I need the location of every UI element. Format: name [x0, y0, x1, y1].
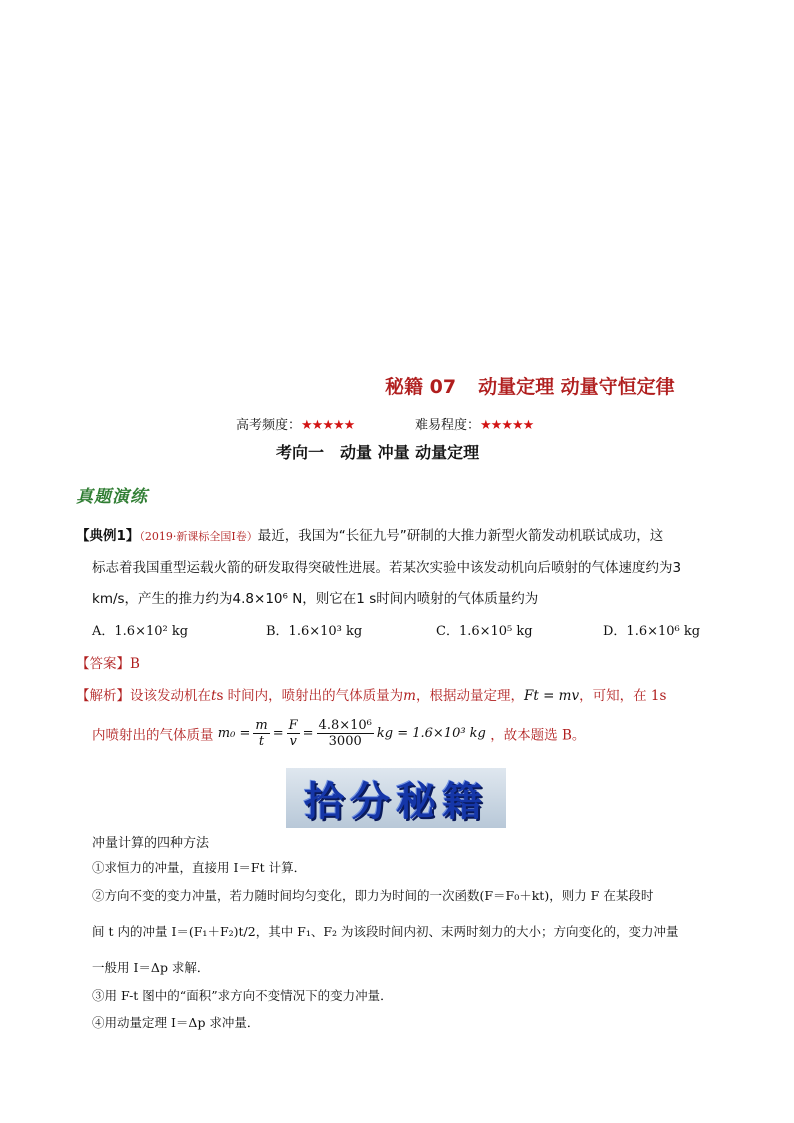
difficulty-stars-icon: ★★★★★: [480, 418, 534, 433]
question-text-1: 最近，我国为“长征九号”研制的大推力新型火箭发动机联试成功，这: [257, 528, 664, 544]
tip-item-1: ①求恒力的冲量，直接用 I＝Ft 计算．: [92, 860, 307, 875]
difficulty-label: 难易程度：: [415, 418, 481, 433]
title-part2: 动量定理 动量守恒定律: [478, 376, 675, 398]
tips-banner-text: 拾分秘籍: [304, 778, 488, 825]
fraction-numerator: m: [255, 718, 268, 733]
fraction-denominator: 3000: [328, 734, 362, 749]
section-subtitle: 考向一 动量 冲量 动量定理: [276, 443, 480, 462]
frequency-label: 高考频度：: [236, 418, 302, 433]
question-line-3: km/s，产生的推力约为4.8×10⁶ N，则它在1 s时间内喷射的气体质量约为: [92, 591, 539, 607]
tip-item-4: ④用动量定理 I＝Δp 求冲量．: [92, 1015, 260, 1030]
analysis-text: ，可知，在 1s: [579, 688, 667, 704]
var-t: t: [211, 688, 217, 704]
analysis-label: 【解析】: [76, 688, 130, 704]
choice-a: A．1.6×10² kg: [92, 624, 189, 639]
analysis-text: 设该发动机在: [130, 688, 211, 704]
tips-banner: [286, 768, 506, 828]
fraction-numeric: [317, 718, 374, 749]
answer-line: [76, 652, 140, 672]
analysis-line-1: [76, 684, 666, 704]
tip-item-2-line-3: 一般用 I＝Δp 求解．: [92, 960, 210, 975]
choice-b: B．1.6×10³ kg: [266, 624, 363, 639]
fraction-numerator: 4.8×10⁶: [318, 718, 372, 733]
tip-item-3: ③用 F-t 图中的“面积”求方向不变情况下的变力冲量．: [92, 988, 393, 1003]
var-m: m: [403, 688, 416, 704]
frequency-stars-icon: ★★★★★: [301, 418, 355, 433]
tips-title: 冲量计算的四种方法: [92, 836, 210, 851]
question-source: （2019·新课标全国Ⅰ卷）: [139, 530, 258, 543]
answer-label: 【答案】: [76, 656, 130, 672]
analysis-text: ，根据动量定理，: [415, 688, 524, 704]
tip-item-2-line-1: ②方向不变的变力冲量，若力随时间均匀变化，即力为时间的一次函数(F＝F₀＋kt)，则力 F 在某段时: [92, 888, 654, 903]
frequency-rating: [236, 414, 354, 433]
equation-ft-mv: Ft = mv: [523, 688, 580, 704]
equals-sign: =: [272, 726, 284, 741]
page-title: [385, 372, 675, 399]
choice-d: D．1.6×10⁶ kg: [603, 624, 701, 639]
analysis-text: ，故本题选 B。: [490, 727, 586, 744]
question-tag: 【典例1】: [76, 528, 140, 544]
analysis-text: s 时间内，喷射出的气体质量为: [216, 688, 404, 704]
choice-c: C．1.6×10⁵ kg: [436, 624, 533, 639]
var-m0: m₀ =: [217, 726, 251, 741]
fraction-m-over-t: [253, 718, 269, 749]
result-value: kg = 1.6×10³ kg: [376, 726, 486, 741]
mass-formula: [218, 718, 486, 749]
tip-item-2-line-2: 间 t 内的冲量 I＝(F₁＋F₂)t/2，其中 F₁、F₂ 为该段时间内初、末两时刻力的大小；方向变化的，变力冲量: [92, 924, 679, 939]
analysis-text: 内喷射出的气体质量: [92, 727, 214, 744]
equals-sign: =: [302, 726, 314, 741]
fraction-f-over-v: [287, 718, 300, 749]
question-line-2: 标志着我国重型运载火箭的研发取得突破性进展。若某次实验中该发动机向后喷射的气体速度约为3: [92, 560, 682, 576]
question-line-1: [76, 524, 663, 544]
fraction-denominator: t: [258, 734, 265, 749]
fraction-denominator: v: [289, 734, 297, 749]
analysis-line-2: [92, 718, 585, 749]
fraction-numerator: F: [288, 718, 298, 733]
title-part1: 秘籍 07: [385, 376, 457, 398]
difficulty-rating: [415, 414, 533, 433]
section-heading: 真题演练: [76, 487, 148, 507]
answer-value: B: [130, 656, 140, 672]
